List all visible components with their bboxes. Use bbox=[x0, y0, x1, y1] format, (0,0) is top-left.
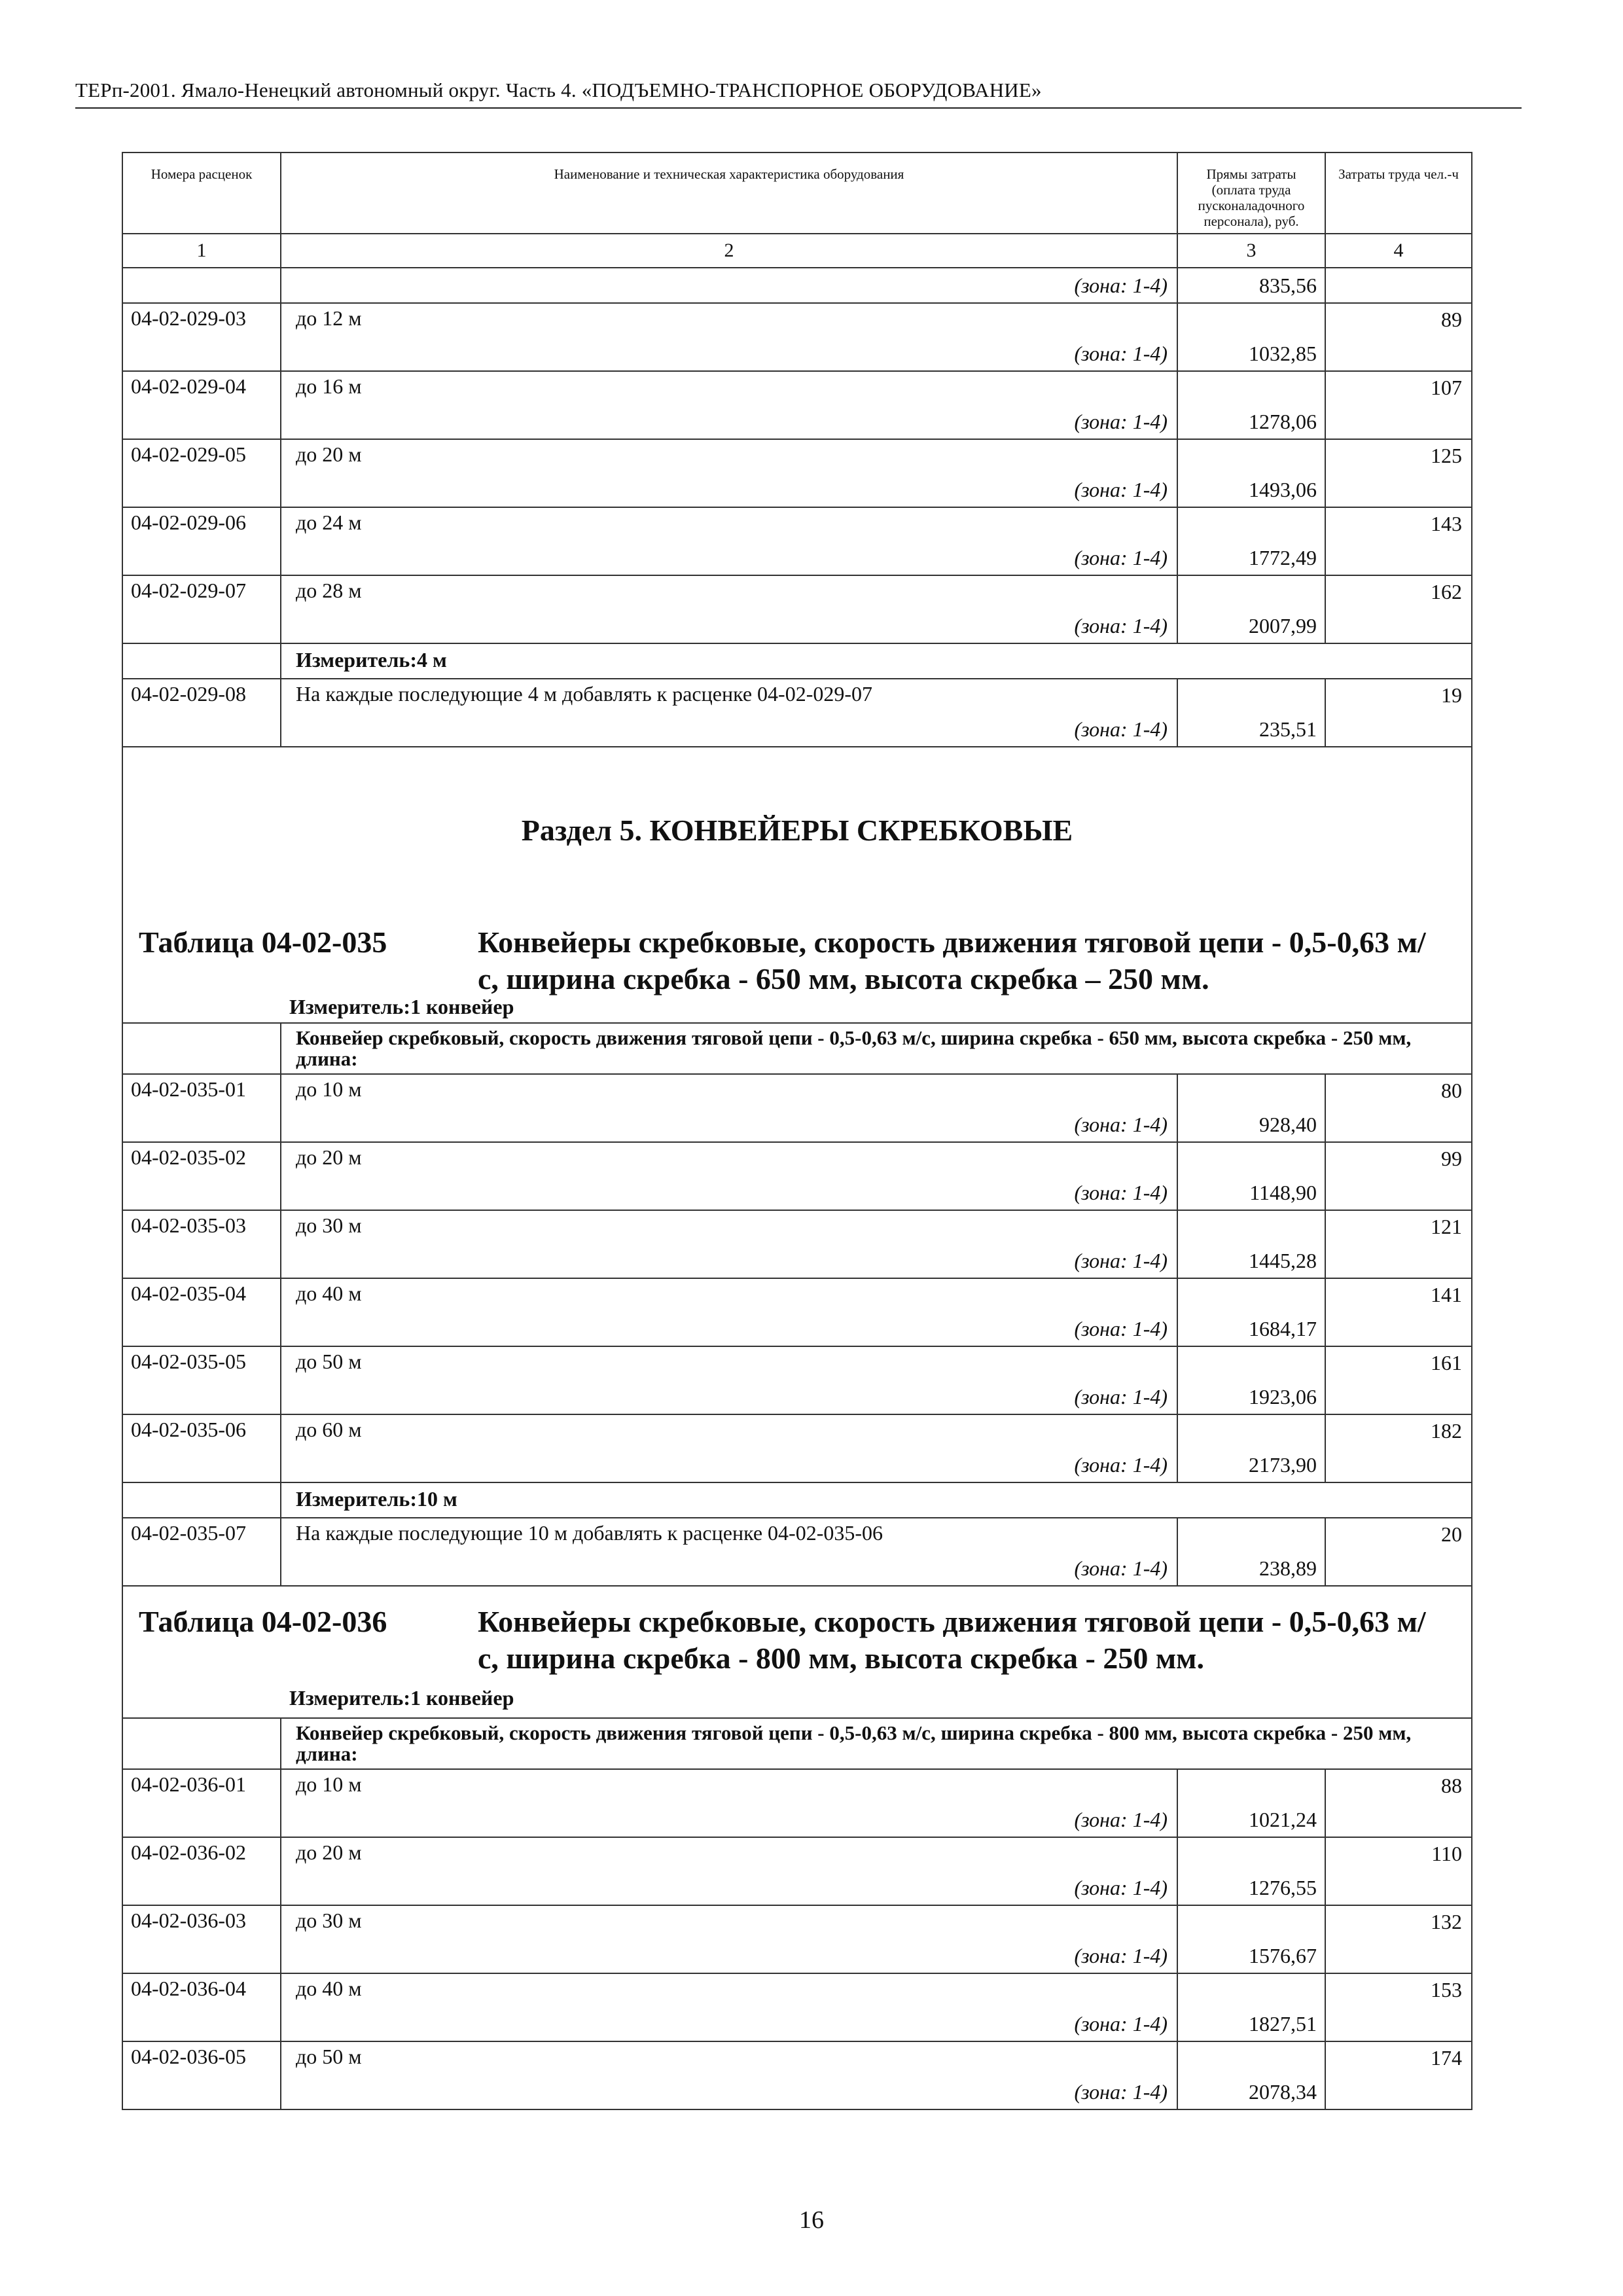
table-row bbox=[122, 303, 1472, 371]
rate-description: до 20 м bbox=[296, 442, 362, 466]
rate-description: На каждые последующие 4 м добавлять к расценке 04-02-029-07 bbox=[296, 682, 872, 706]
rate-description: до 30 м bbox=[296, 1213, 362, 1237]
column-header-codes: Номера расценок bbox=[122, 152, 281, 234]
column-number: 3 bbox=[1177, 234, 1325, 268]
table-row bbox=[122, 268, 1472, 303]
rate-description: до 10 м bbox=[296, 1077, 362, 1101]
labor-value: 174 bbox=[1431, 2046, 1462, 2070]
labor-value: 110 bbox=[1431, 1842, 1462, 1865]
direct-cost-value: 1493,06 bbox=[1249, 478, 1317, 501]
rate-code: 04-02-036-04 bbox=[131, 1977, 246, 2000]
direct-cost-value: 1032,85 bbox=[1249, 342, 1317, 365]
table-header-row bbox=[122, 1586, 1472, 1718]
direct-cost-value: 1445,28 bbox=[1249, 1249, 1317, 1272]
direct-cost-value: 1276,55 bbox=[1249, 1876, 1317, 1899]
rate-description: до 40 м bbox=[296, 1282, 362, 1305]
labor-value: 182 bbox=[1431, 1419, 1462, 1443]
column-number: 1 bbox=[122, 234, 281, 268]
table-row bbox=[122, 575, 1472, 643]
zone-label: (зона: 1-4) bbox=[1074, 717, 1168, 741]
direct-cost-value: 1576,67 bbox=[1249, 1944, 1317, 1967]
rate-code: 04-02-036-05 bbox=[131, 2045, 246, 2068]
rate-code: 04-02-029-03 bbox=[131, 306, 246, 330]
intro-row bbox=[122, 1023, 1472, 1074]
column-header-name: Наименование и техническая характеристика оборудования bbox=[281, 152, 1177, 234]
zone-label: (зона: 1-4) bbox=[1074, 1385, 1168, 1408]
labor-value: 89 bbox=[1441, 308, 1462, 331]
direct-cost-value: 1923,06 bbox=[1249, 1385, 1317, 1408]
zone-label: (зона: 1-4) bbox=[1074, 1453, 1168, 1477]
table-title: Конвейеры скребковые, скорость движения тяговой цепи - 0,5-0,63 м/с, ширина скребка - 650 мм, высота скребка – 250 мм. bbox=[478, 925, 1426, 996]
column-header-row bbox=[122, 152, 1472, 234]
rate-description: до 30 м bbox=[296, 1909, 362, 1932]
rate-description: до 12 м bbox=[296, 306, 362, 330]
rate-description: до 50 м bbox=[296, 2045, 362, 2068]
rate-code: 04-02-035-02 bbox=[131, 1145, 246, 1169]
column-number-row bbox=[122, 234, 1472, 268]
table-group-035 bbox=[122, 1074, 1472, 1482]
table-row bbox=[122, 507, 1472, 575]
table-row bbox=[122, 1142, 1472, 1210]
rate-code: 04-02-035-07 bbox=[131, 1521, 246, 1545]
labor-value: 99 bbox=[1441, 1147, 1462, 1170]
labor-value: 161 bbox=[1431, 1351, 1462, 1374]
zone-label: (зона: 1-4) bbox=[1074, 274, 1168, 297]
table-row bbox=[122, 1278, 1472, 1346]
direct-cost-value: 1772,49 bbox=[1249, 546, 1317, 569]
labor-value: 141 bbox=[1431, 1283, 1462, 1306]
labor-value: 20 bbox=[1441, 1522, 1462, 1546]
rate-code: 04-02-035-06 bbox=[131, 1418, 246, 1441]
table-intro: Конвейер скребковый, скорость движения тяговой цепи - 0,5-0,63 м/с, ширина скребка - 800 мм, высота скребка - 250 мм, длина: bbox=[281, 1718, 1472, 1769]
column-number: 2 bbox=[281, 234, 1177, 268]
direct-cost-value: 1827,51 bbox=[1249, 2012, 1317, 2036]
zone-label: (зона: 1-4) bbox=[1074, 2080, 1168, 2104]
zone-label: (зона: 1-4) bbox=[1074, 1876, 1168, 1899]
table-intro: Конвейер скребковый, скорость движения тяговой цепи - 0,5-0,63 м/с, ширина скребка - 650 мм, высота скребка - 250 мм, длина: bbox=[281, 1023, 1472, 1074]
labor-value: 88 bbox=[1441, 1774, 1462, 1797]
table-row bbox=[122, 1346, 1472, 1414]
table-row bbox=[122, 1837, 1472, 1905]
labor-value: 107 bbox=[1431, 376, 1462, 399]
price-table-sheet bbox=[122, 152, 1471, 2110]
intro-row bbox=[122, 1718, 1472, 1769]
rate-code: 04-02-035-01 bbox=[131, 1077, 246, 1101]
meter-row bbox=[122, 643, 1472, 679]
zone-label: (зона: 1-4) bbox=[1074, 1808, 1168, 1831]
meter-label: Измеритель:4 м bbox=[281, 643, 1472, 679]
table-row bbox=[122, 1518, 1472, 1586]
meter-label: Измеритель:10 м bbox=[281, 1482, 1472, 1518]
zone-label: (зона: 1-4) bbox=[1074, 1113, 1168, 1136]
rate-code: 04-02-029-04 bbox=[131, 374, 246, 398]
labor-value: 125 bbox=[1431, 444, 1462, 467]
rate-code: 04-02-029-08 bbox=[131, 682, 246, 706]
column-header-labor: Затраты труда чел.-ч bbox=[1325, 152, 1472, 234]
direct-cost-value: 2173,90 bbox=[1249, 1453, 1317, 1477]
table-number: Таблица 04-02-036 bbox=[139, 1605, 387, 1638]
section-title: Раздел 5. КОНВЕЙЕРЫ СКРЕБКОВЫЕ bbox=[521, 814, 1073, 847]
direct-cost-value: 928,40 bbox=[1259, 1113, 1317, 1136]
rate-code: 04-02-035-04 bbox=[131, 1282, 246, 1305]
rate-code: 04-02-036-03 bbox=[131, 1909, 246, 1932]
table-meter: Измеритель:1 конвейер bbox=[289, 1686, 514, 1710]
table-meter: Измеритель:1 конвейер bbox=[289, 995, 514, 1018]
table-row bbox=[122, 1905, 1472, 1973]
column-header-direct-costs: Прямы затраты (оплата труда пусконаладочного персонала), руб. bbox=[1177, 152, 1325, 234]
zone-label: (зона: 1-4) bbox=[1074, 614, 1168, 637]
price-table bbox=[122, 152, 1472, 2110]
direct-cost-value: 1021,24 bbox=[1249, 1808, 1317, 1831]
table-row bbox=[122, 1414, 1472, 1482]
rate-code: 04-02-029-05 bbox=[131, 442, 246, 466]
rate-description: до 10 м bbox=[296, 1772, 362, 1796]
direct-cost-value: 1148,90 bbox=[1249, 1181, 1317, 1204]
direct-cost-value: 2007,99 bbox=[1249, 614, 1317, 637]
labor-value: 132 bbox=[1431, 1910, 1462, 1933]
labor-value: 143 bbox=[1431, 512, 1462, 535]
labor-value: 19 bbox=[1441, 683, 1462, 707]
column-number: 4 bbox=[1325, 234, 1472, 268]
direct-cost-value: 2078,34 bbox=[1249, 2080, 1317, 2104]
page-number: 16 bbox=[799, 2206, 824, 2234]
zone-label: (зона: 1-4) bbox=[1074, 1317, 1168, 1340]
direct-cost-value: 1278,06 bbox=[1249, 410, 1317, 433]
zone-label: (зона: 1-4) bbox=[1074, 342, 1168, 365]
rate-code: 04-02-029-06 bbox=[131, 511, 246, 534]
table-row bbox=[122, 371, 1472, 439]
section-header-row bbox=[122, 747, 1472, 1023]
rate-description: до 20 м bbox=[296, 1840, 362, 1864]
table-row bbox=[122, 2041, 1472, 2109]
direct-cost-value: 835,56 bbox=[1259, 274, 1317, 297]
labor-value: 121 bbox=[1431, 1215, 1462, 1238]
rate-code: 04-02-035-05 bbox=[131, 1350, 246, 1373]
rate-description: до 40 м bbox=[296, 1977, 362, 2000]
rate-description: до 16 м bbox=[296, 374, 362, 398]
table-row bbox=[122, 1074, 1472, 1142]
direct-cost-value: 235,51 bbox=[1259, 717, 1317, 741]
zone-label: (зона: 1-4) bbox=[1074, 1944, 1168, 1967]
rate-description: На каждые последующие 10 м добавлять к расценке 04-02-035-06 bbox=[296, 1521, 883, 1545]
rate-description: до 50 м bbox=[296, 1350, 362, 1373]
rate-code: 04-02-036-01 bbox=[131, 1772, 246, 1796]
labor-value: 162 bbox=[1431, 580, 1462, 603]
table-number: Таблица 04-02-035 bbox=[139, 925, 387, 959]
zone-label: (зона: 1-4) bbox=[1074, 478, 1168, 501]
zone-label: (зона: 1-4) bbox=[1074, 410, 1168, 433]
table-group-029 bbox=[122, 303, 1472, 643]
zone-label: (зона: 1-4) bbox=[1074, 1556, 1168, 1580]
rate-description: до 20 м bbox=[296, 1145, 362, 1169]
zone-label: (зона: 1-4) bbox=[1074, 1181, 1168, 1204]
rate-description: до 28 м bbox=[296, 579, 362, 602]
table-row bbox=[122, 1210, 1472, 1278]
table-row bbox=[122, 439, 1472, 507]
zone-label: (зона: 1-4) bbox=[1074, 546, 1168, 569]
labor-value: 80 bbox=[1441, 1079, 1462, 1102]
rate-code: 04-02-029-07 bbox=[131, 579, 246, 602]
direct-cost-value: 238,89 bbox=[1259, 1556, 1317, 1580]
meter-row bbox=[122, 1482, 1472, 1518]
rate-code: 04-02-035-03 bbox=[131, 1213, 246, 1237]
rate-description: до 24 м bbox=[296, 511, 362, 534]
table-row bbox=[122, 1769, 1472, 1837]
direct-cost-value: 1684,17 bbox=[1249, 1317, 1317, 1340]
page-header: ТЕРп-2001. Ямало-Ненецкий автономный округ. Часть 4. «ПОДЪЕМНО-ТРАНСПОРНОЕ ОБОРУДОВАНИЕ» bbox=[75, 77, 1522, 109]
table-row bbox=[122, 1973, 1472, 2041]
zone-label: (зона: 1-4) bbox=[1074, 2012, 1168, 2036]
rate-description: до 60 м bbox=[296, 1418, 362, 1441]
table-group-036 bbox=[122, 1769, 1472, 2109]
labor-value: 153 bbox=[1431, 1978, 1462, 2001]
table-row bbox=[122, 679, 1472, 747]
zone-label: (зона: 1-4) bbox=[1074, 1249, 1168, 1272]
table-title: Конвейеры скребковые, скорость движения тяговой цепи - 0,5-0,63 м/с, ширина скребка - 800 мм, высота скребка - 250 мм. bbox=[478, 1605, 1426, 1675]
rate-code: 04-02-036-02 bbox=[131, 1840, 246, 1864]
